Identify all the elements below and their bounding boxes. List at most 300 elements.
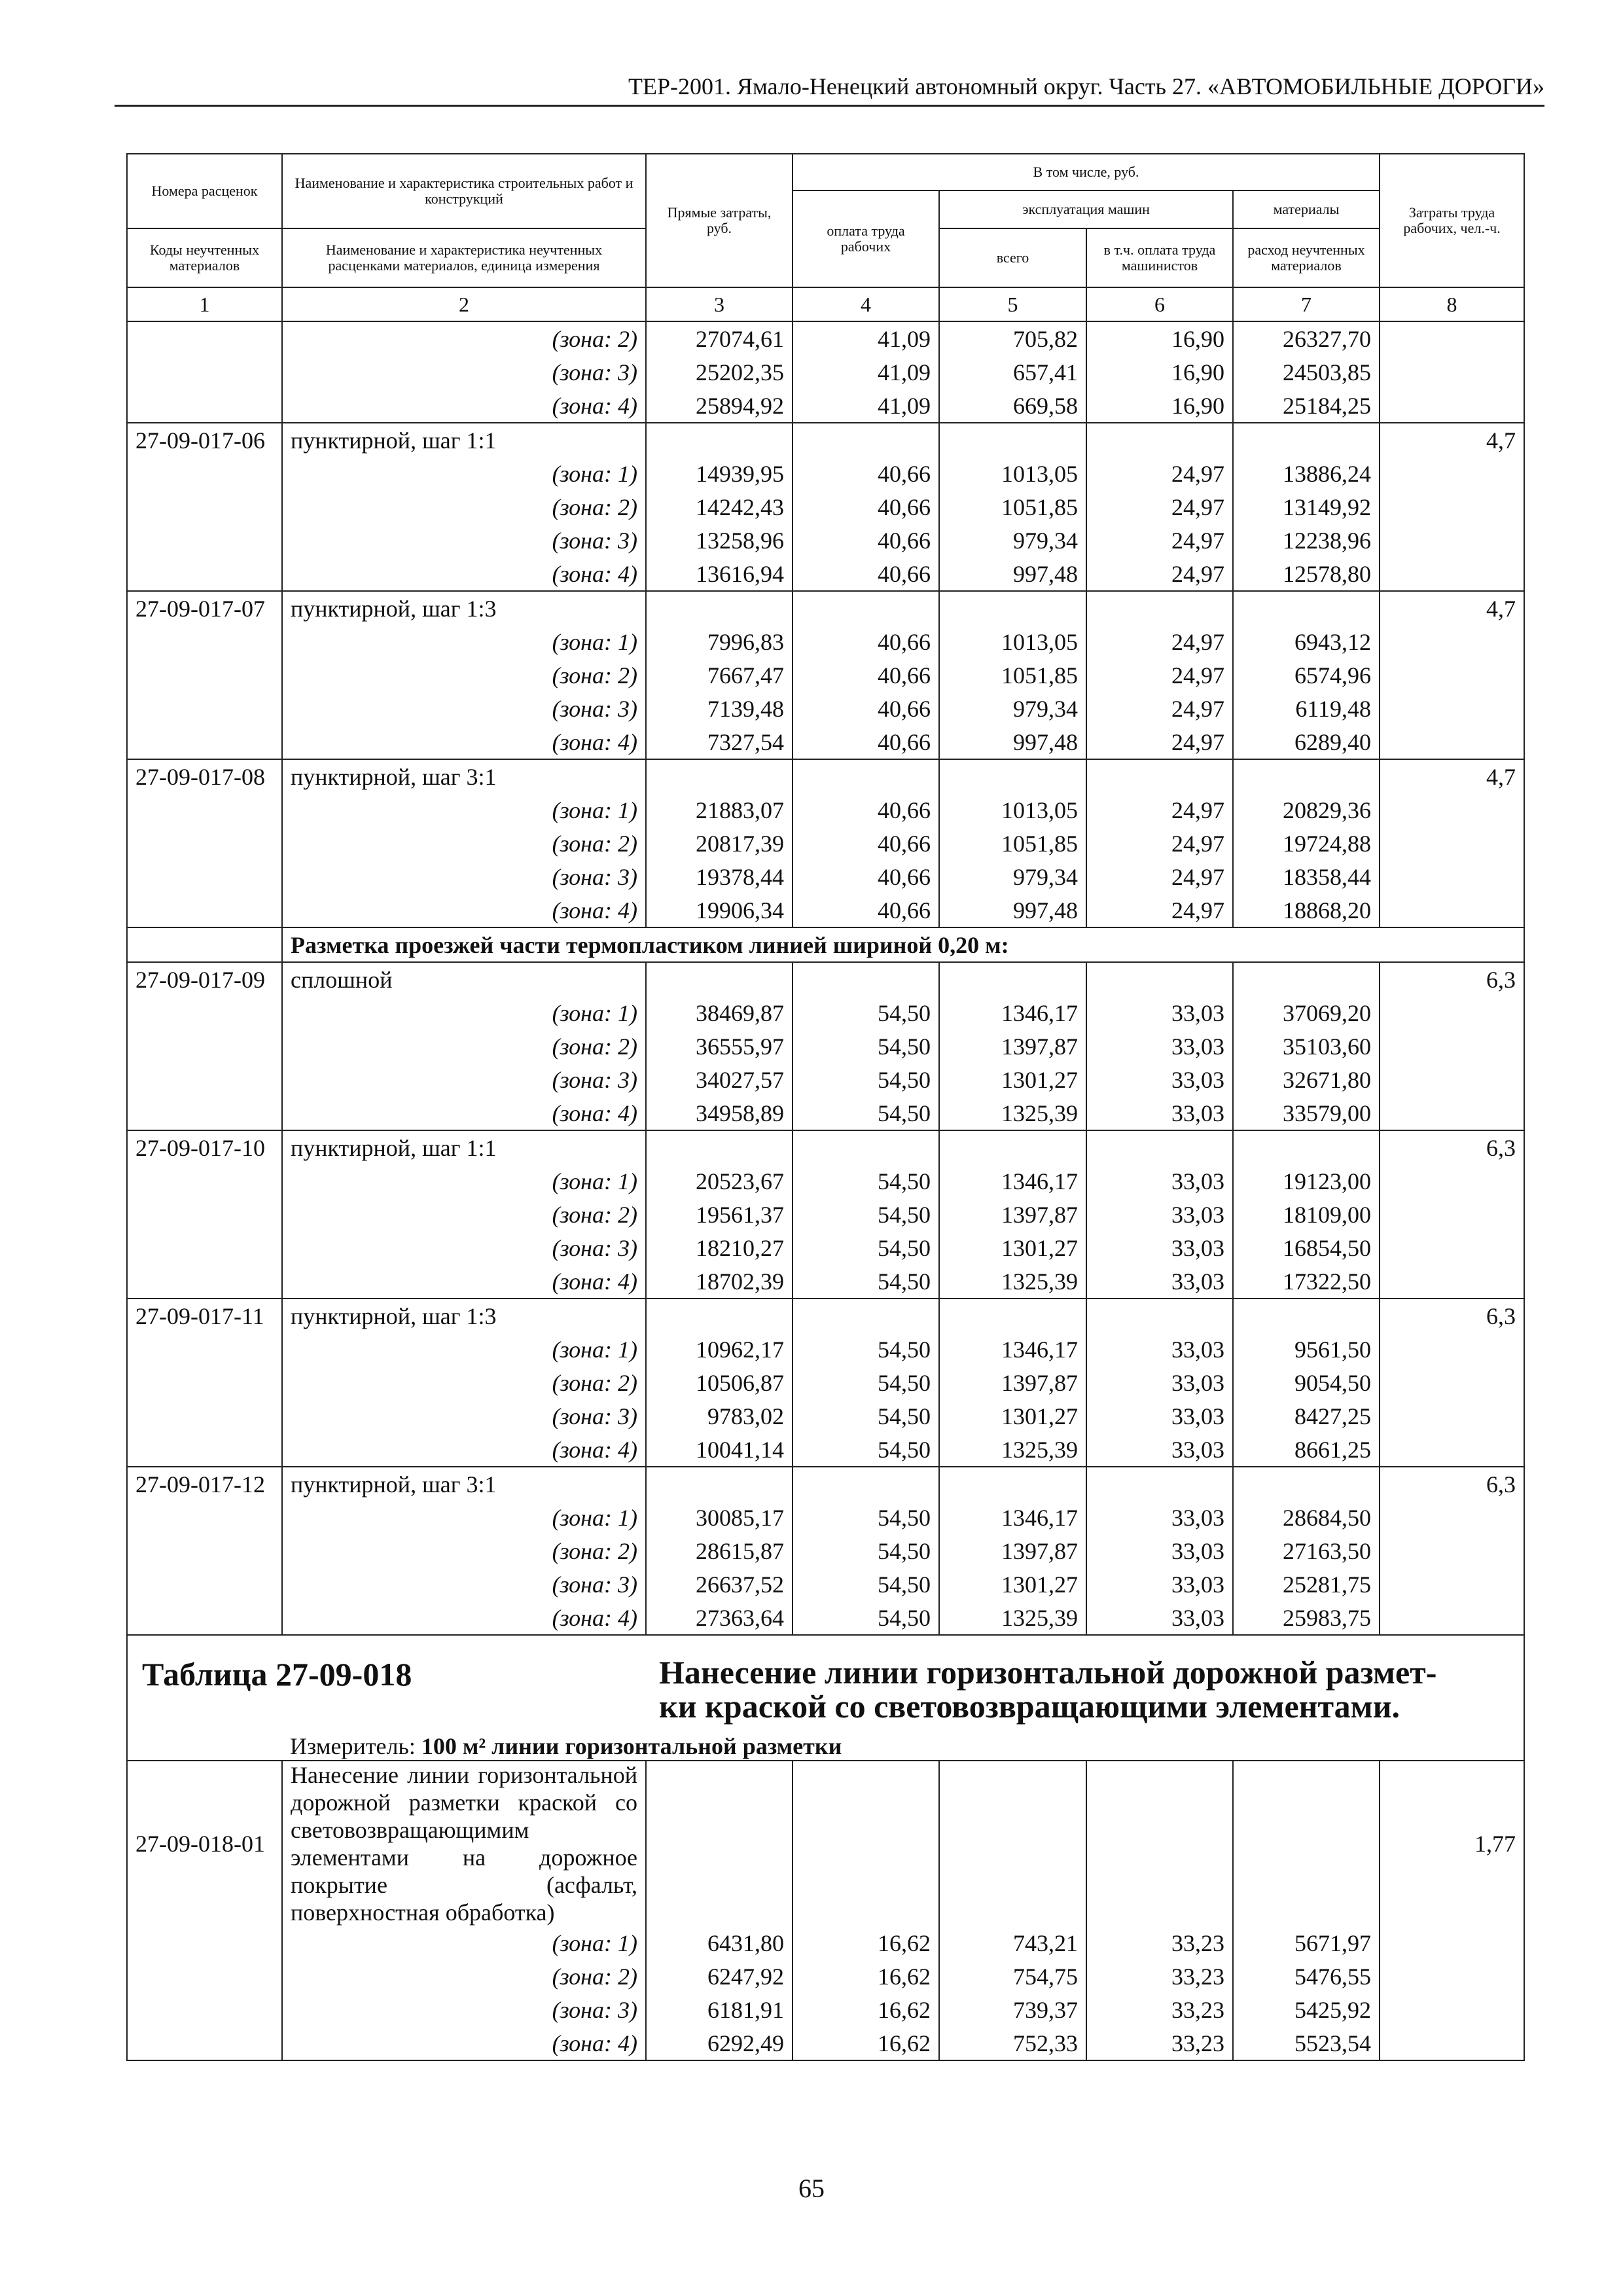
value-cell: 24,97 [1086,692,1233,725]
value-cell: 24,97 [1086,793,1233,827]
value-cell: 24,97 [1086,658,1233,692]
value-cell: 54,50 [793,1501,939,1534]
empty-cell [1380,1333,1524,1366]
value-cell: 25184,25 [1233,389,1380,423]
empty-cell [1380,1063,1524,1096]
empty-cell [646,423,793,457]
zone-label: (зона: 2) [282,827,646,860]
value-cell: 40,66 [793,625,939,658]
value-cell: 40,66 [793,490,939,524]
zone-label: (зона: 2) [282,1366,646,1399]
empty-cell [1233,1299,1380,1333]
value-cell: 33,03 [1086,1568,1233,1601]
value-cell: 1013,05 [939,625,1086,658]
value-cell: 54,50 [793,1568,939,1601]
value-cell: 13149,92 [1233,490,1380,524]
rate-header-row [127,423,1524,457]
value-cell: 16,90 [1086,321,1233,355]
column-number: 1 [127,287,282,321]
value-cell: 41,09 [793,355,939,389]
value-cell: 743,21 [939,1926,1086,1960]
empty-cell [127,1231,282,1265]
value-cell: 8427,25 [1233,1399,1380,1433]
zone-row [127,1433,1524,1467]
value-cell: 24,97 [1086,860,1233,893]
value-cell: 33579,00 [1233,1096,1380,1130]
labor-pay-header: оплата труда рабочих [793,190,939,287]
empty-cell [127,893,282,927]
value-cell: 26637,52 [646,1568,793,1601]
value-cell: 1301,27 [939,1231,1086,1265]
col2-top-header: Наименование и характеристика строительных работ и конструкций [282,154,646,228]
column-number: 2 [282,287,646,321]
zone-label: (зона: 4) [282,725,646,759]
zone-row [127,389,1524,423]
value-cell: 1325,39 [939,1096,1086,1130]
value-cell: 24,97 [1086,490,1233,524]
value-cell: 30085,17 [646,1501,793,1534]
empty-cell [1380,355,1524,389]
zone-label: (зона: 4) [282,1096,646,1130]
empty-cell [939,962,1086,996]
including-header: В том числе, руб. [793,154,1380,190]
empty-cell [793,962,939,996]
rates-table [126,153,1525,2061]
empty-cell [1380,1568,1524,1601]
value-cell: 7667,47 [646,658,793,692]
empty-cell [127,321,282,355]
empty-cell [793,1467,939,1501]
labor-hours: 6,3 [1380,1299,1524,1333]
value-cell: 1051,85 [939,490,1086,524]
empty-cell [1380,1366,1524,1399]
value-cell: 19378,44 [646,860,793,893]
zone-row [127,860,1524,893]
value-cell: 18109,00 [1233,1198,1380,1231]
empty-cell [127,827,282,860]
empty-cell [1380,1096,1524,1130]
materials-header: материалы [1233,190,1380,228]
rate-header-row [127,1467,1524,1501]
zone-label: (зона: 2) [282,1198,646,1231]
value-cell: 33,03 [1086,996,1233,1030]
zone-label: (зона: 4) [282,557,646,591]
labor-hours: 1,77 [1380,1761,1524,1926]
empty-cell [127,996,282,1030]
zone-row [127,1063,1524,1096]
value-cell: 35103,60 [1233,1030,1380,1063]
value-cell: 40,66 [793,692,939,725]
value-cell: 13886,24 [1233,457,1380,490]
empty-cell [1380,1926,1524,1960]
value-cell: 1301,27 [939,1399,1086,1433]
value-cell: 979,34 [939,860,1086,893]
empty-cell [1380,557,1524,591]
machines-total-header: всего [939,228,1086,287]
empty-cell [127,389,282,423]
value-cell: 54,50 [793,1399,939,1433]
empty-cell [1380,1231,1524,1265]
value-cell: 40,66 [793,457,939,490]
empty-cell [1380,1501,1524,1534]
value-cell: 54,50 [793,1433,939,1467]
value-cell: 14242,43 [646,490,793,524]
value-cell: 20523,67 [646,1164,793,1198]
zone-row [127,725,1524,759]
rates-body [127,321,1524,2060]
zone-label: (зона: 4) [282,1433,646,1467]
value-cell: 54,50 [793,1096,939,1130]
rate-name: пунктирной, шаг 3:1 [282,1467,646,1501]
zone-label: (зона: 3) [282,355,646,389]
value-cell: 40,66 [793,524,939,557]
zone-label: (зона: 4) [282,389,646,423]
zone-label: (зона: 1) [282,996,646,1030]
empty-cell [1380,321,1524,355]
empty-cell [793,591,939,625]
empty-cell [1380,490,1524,524]
value-cell: 13616,94 [646,557,793,591]
empty-cell [793,1130,939,1164]
empty-cell [939,423,1086,457]
value-cell: 54,50 [793,1534,939,1568]
value-cell: 27163,50 [1233,1534,1380,1568]
empty-cell [127,1926,282,1960]
value-cell: 33,03 [1086,1164,1233,1198]
empty-cell [1380,793,1524,827]
value-cell: 33,03 [1086,1333,1233,1366]
value-cell: 20829,36 [1233,793,1380,827]
value-cell: 18702,39 [646,1265,793,1299]
zone-label: (зона: 1) [282,793,646,827]
empty-cell [1233,1761,1380,1926]
value-cell: 979,34 [939,524,1086,557]
zone-row [127,321,1524,355]
value-cell: 7996,83 [646,625,793,658]
table-title-block [142,1654,1509,1759]
value-cell: 1301,27 [939,1568,1086,1601]
zone-row [127,524,1524,557]
value-cell: 5671,97 [1233,1926,1380,1960]
value-cell: 1013,05 [939,457,1086,490]
zone-label: (зона: 2) [282,490,646,524]
zone-label: (зона: 3) [282,1568,646,1601]
value-cell: 24,97 [1086,457,1233,490]
empty-cell [1233,759,1380,793]
value-cell: 19123,00 [1233,1164,1380,1198]
rate-code: 27-09-018-01 [127,1761,282,1926]
zone-row [127,658,1524,692]
value-cell: 21883,07 [646,793,793,827]
zone-row [127,1231,1524,1265]
direct-costs-header: Прямые затраты, руб. [646,154,793,287]
zone-label: (зона: 3) [282,692,646,725]
value-cell: 33,03 [1086,1198,1233,1231]
value-cell: 27074,61 [646,321,793,355]
empty-cell [1380,524,1524,557]
materials-sub-header: расход неучтенных материалов [1233,228,1380,287]
empty-cell [127,490,282,524]
empty-cell [939,1130,1086,1164]
empty-cell [1086,423,1233,457]
value-cell: 24,97 [1086,893,1233,927]
empty-cell [127,1534,282,1568]
empty-cell [1233,591,1380,625]
empty-cell [127,927,282,962]
value-cell: 41,09 [793,389,939,423]
value-cell: 33,03 [1086,1601,1233,1635]
value-cell: 16854,50 [1233,1231,1380,1265]
col1-bottom-header: Коды неучтенных материалов [127,228,282,287]
empty-cell [1086,1299,1233,1333]
table-number: Таблица 27-09-018 [142,1656,412,1693]
value-cell: 28684,50 [1233,1501,1380,1534]
value-cell: 752,33 [939,2026,1086,2060]
empty-cell [127,1333,282,1366]
empty-cell [793,759,939,793]
rate-header-row [127,1130,1524,1164]
value-cell: 33,23 [1086,2026,1233,2060]
value-cell: 33,03 [1086,1231,1233,1265]
rate-header-row [127,591,1524,625]
column-number: 8 [1380,287,1524,321]
empty-cell [127,1993,282,2026]
page-number: 65 [798,2174,825,2203]
value-cell: 9561,50 [1233,1333,1380,1366]
empty-cell [1380,457,1524,490]
rate-header-row [127,759,1524,793]
value-cell: 19724,88 [1233,827,1380,860]
column-number: 3 [646,287,793,321]
value-cell: 1397,87 [939,1030,1086,1063]
value-cell: 20817,39 [646,827,793,860]
value-cell: 54,50 [793,996,939,1030]
zone-row [127,692,1524,725]
value-cell: 17322,50 [1233,1265,1380,1299]
value-cell: 997,48 [939,893,1086,927]
table-caption-line: Нанесение линии горизонтальной дорожной размет- [659,1654,1437,1691]
value-cell: 38469,87 [646,996,793,1030]
value-cell: 33,23 [1086,1926,1233,1960]
zone-row [127,827,1524,860]
value-cell: 1397,87 [939,1198,1086,1231]
value-cell: 10962,17 [646,1333,793,1366]
value-cell: 54,50 [793,1366,939,1399]
empty-cell [1380,1534,1524,1568]
zone-row [127,793,1524,827]
value-cell: 54,50 [793,1333,939,1366]
value-cell: 16,62 [793,1926,939,1960]
machines-pay-header: в т.ч. оплата труда машинистов [1086,228,1233,287]
zone-label: (зона: 2) [282,321,646,355]
rate-code: 27-09-017-08 [127,759,282,793]
labor-hours: 6,3 [1380,1467,1524,1501]
rate-code: 27-09-017-11 [127,1299,282,1333]
value-cell: 25894,92 [646,389,793,423]
value-cell: 1325,39 [939,1433,1086,1467]
zone-row [127,1333,1524,1366]
value-cell: 754,75 [939,1960,1086,1993]
zone-label: (зона: 4) [282,1601,646,1635]
value-cell: 5523,54 [1233,2026,1380,2060]
empty-cell [127,725,282,759]
value-cell: 1051,85 [939,658,1086,692]
zone-row [127,1926,1524,1960]
value-cell: 33,03 [1086,1096,1233,1130]
value-cell: 34027,57 [646,1063,793,1096]
empty-cell [646,591,793,625]
value-cell: 18358,44 [1233,860,1380,893]
value-cell: 669,58 [939,389,1086,423]
empty-cell [127,1501,282,1534]
value-cell: 40,66 [793,557,939,591]
zone-label: (зона: 1) [282,457,646,490]
empty-cell [1380,1960,1524,1993]
value-cell: 40,66 [793,658,939,692]
empty-cell [127,2026,282,2060]
value-cell: 12238,96 [1233,524,1380,557]
zone-label: (зона: 1) [282,1164,646,1198]
empty-cell [127,1096,282,1130]
zone-label: (зона: 1) [282,1333,646,1366]
value-cell: 24,97 [1086,827,1233,860]
empty-cell [646,759,793,793]
value-cell: 1346,17 [939,996,1086,1030]
value-cell: 18210,27 [646,1231,793,1265]
unit-value: 100 м² линии горизонтальной разметки [421,1733,842,1759]
empty-cell [127,1366,282,1399]
value-cell: 9054,50 [1233,1366,1380,1399]
value-cell: 40,66 [793,827,939,860]
labor-hours: 4,7 [1380,591,1524,625]
empty-cell [646,962,793,996]
zone-row [127,996,1524,1030]
zone-row [127,625,1524,658]
value-cell: 16,90 [1086,389,1233,423]
section-heading: Разметка проезжей части термопластиком линией шириной 0,20 м: [282,927,1524,962]
value-cell: 24503,85 [1233,355,1380,389]
value-cell: 1325,39 [939,1601,1086,1635]
col2-bottom-header: Наименование и характеристика неучтенных расценками материалов, единица измерения [282,228,646,287]
column-number: 6 [1086,287,1233,321]
column-number: 4 [793,287,939,321]
value-cell: 997,48 [939,725,1086,759]
value-cell: 34958,89 [646,1096,793,1130]
value-cell: 6181,91 [646,1993,793,2026]
empty-cell [1380,1433,1524,1467]
value-cell: 25281,75 [1233,1568,1380,1601]
value-cell: 1346,17 [939,1333,1086,1366]
empty-cell [1086,1467,1233,1501]
value-cell: 24,97 [1086,557,1233,591]
empty-cell [1233,1467,1380,1501]
empty-cell [1380,389,1524,423]
value-cell: 16,62 [793,1993,939,2026]
empty-cell [1233,1130,1380,1164]
labor-hours: 6,3 [1380,962,1524,996]
zone-label: (зона: 2) [282,1030,646,1063]
value-cell: 13258,96 [646,524,793,557]
empty-cell [646,1467,793,1501]
value-cell: 1051,85 [939,827,1086,860]
value-cell: 16,62 [793,2026,939,2060]
empty-cell [1233,962,1380,996]
value-cell: 6247,92 [646,1960,793,1993]
empty-cell [1380,1265,1524,1299]
value-cell: 1346,17 [939,1164,1086,1198]
empty-cell [1086,591,1233,625]
value-cell: 40,66 [793,725,939,759]
empty-cell [127,1433,282,1467]
value-cell: 7327,54 [646,725,793,759]
value-cell: 19561,37 [646,1198,793,1231]
value-cell: 54,50 [793,1265,939,1299]
col1-top-header: Номера расценок [127,154,282,228]
value-cell: 25202,35 [646,355,793,389]
empty-cell [1380,725,1524,759]
rate-header-row [127,1299,1524,1333]
value-cell: 5425,92 [1233,1993,1380,2026]
rate-name: пунктирной, шаг 1:1 [282,423,646,457]
rate-name: пунктирной, шаг 1:3 [282,1299,646,1333]
value-cell: 40,66 [793,860,939,893]
value-cell: 33,03 [1086,1433,1233,1467]
value-cell: 6943,12 [1233,625,1380,658]
table-title-row [127,1635,1524,1761]
empty-cell [1380,1993,1524,2026]
empty-cell [1380,996,1524,1030]
value-cell: 1346,17 [939,1501,1086,1534]
empty-cell [939,591,1086,625]
rate-name: пунктирной, шаг 3:1 [282,759,646,793]
rate-name: пунктирной, шаг 1:1 [282,1130,646,1164]
value-cell: 24,97 [1086,524,1233,557]
value-cell: 33,03 [1086,1366,1233,1399]
zone-row [127,557,1524,591]
value-cell: 54,50 [793,1063,939,1096]
value-cell: 657,41 [939,355,1086,389]
rate-name: сплошной [282,962,646,996]
empty-cell [1380,1399,1524,1433]
column-number: 7 [1233,287,1380,321]
empty-cell [127,1030,282,1063]
table-caption-line: ки краской со световозвращающими элементами. [659,1688,1400,1725]
empty-cell [127,557,282,591]
empty-cell [1380,893,1524,927]
value-cell: 6119,48 [1233,692,1380,725]
value-cell: 36555,97 [646,1030,793,1063]
value-cell: 33,03 [1086,1030,1233,1063]
empty-cell [939,1299,1086,1333]
zone-label: (зона: 2) [282,1960,646,1993]
table-caption [659,1655,1444,1723]
zone-row [127,1399,1524,1433]
rate-code: 27-09-017-12 [127,1467,282,1501]
zone-row [127,1534,1524,1568]
zone-row [127,1164,1524,1198]
zone-label: (зона: 3) [282,1231,646,1265]
empty-cell [127,1399,282,1433]
value-cell: 25983,75 [1233,1601,1380,1635]
zone-label: (зона: 3) [282,1063,646,1096]
value-cell: 6574,96 [1233,658,1380,692]
rate-header-row [127,1761,1524,1926]
zone-row [127,893,1524,927]
zone-row [127,1366,1524,1399]
value-cell: 33,03 [1086,1063,1233,1096]
empty-cell [793,1299,939,1333]
machines-header: эксплуатация машин [939,190,1233,228]
